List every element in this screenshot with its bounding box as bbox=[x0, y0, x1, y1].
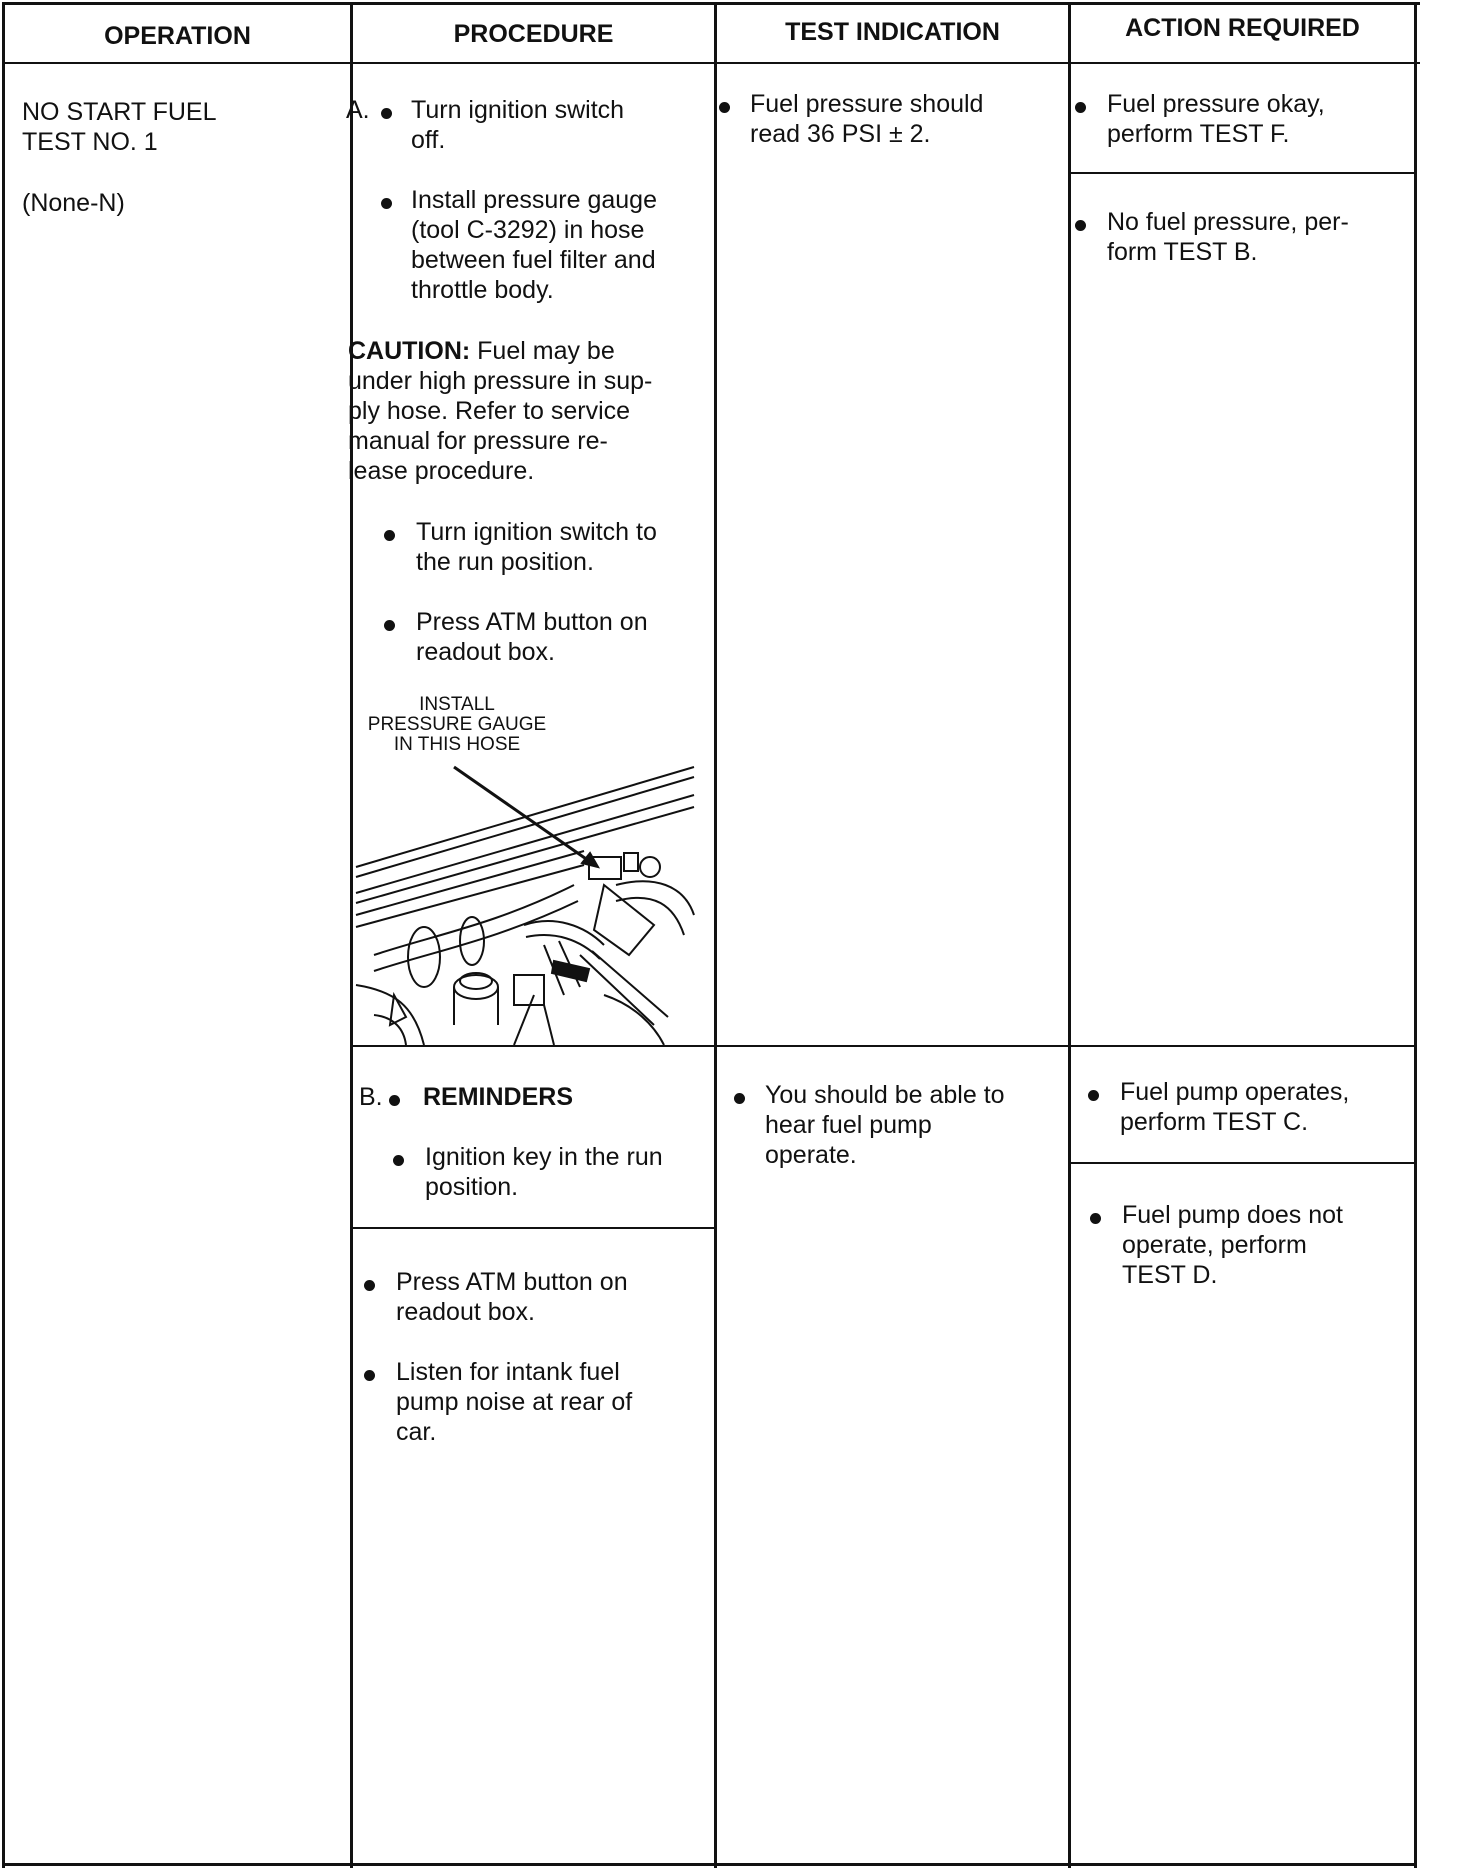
caution-label: CAUTION: bbox=[348, 337, 471, 365]
step-b-item2-line2: pump noise at rear of bbox=[396, 1388, 633, 1416]
step-a-item2-line2: (tool C-3292) in hose bbox=[411, 216, 645, 244]
caution-text: Fuel may be bbox=[470, 337, 615, 365]
step-b-test-line1: You should be able to bbox=[765, 1081, 1005, 1109]
step-b-item2-line3: car. bbox=[396, 1418, 437, 1446]
step-b-reminders-label: REMINDERS bbox=[423, 1083, 574, 1111]
bullet-icon bbox=[364, 1370, 375, 1381]
step-b-reminder-line2: position. bbox=[425, 1173, 519, 1201]
table-border-top bbox=[2, 2, 1420, 5]
col-divider-2 bbox=[714, 2, 717, 1868]
operation-code: (None-N) bbox=[22, 189, 125, 217]
step-a-item3-line1: Turn ignition switch to bbox=[416, 518, 657, 546]
step-a-test-line2: read 36 PSI ± 2. bbox=[750, 120, 931, 148]
bullet-icon bbox=[734, 1093, 745, 1104]
bullet-icon bbox=[719, 102, 730, 113]
step-a-action1-line1: Fuel pressure okay, bbox=[1107, 90, 1325, 118]
caution-line2: under high pressure in sup- bbox=[348, 367, 653, 395]
table-border-right bbox=[1414, 2, 1417, 1868]
reminders-divider bbox=[350, 1227, 717, 1229]
header-divider bbox=[2, 62, 1420, 64]
caution-line4: manual for pressure re- bbox=[348, 427, 608, 455]
row-divider-ab bbox=[350, 1045, 1417, 1047]
caution-line1 bbox=[348, 336, 615, 366]
bullet-icon bbox=[1075, 102, 1086, 113]
step-a-item2-line4: throttle body. bbox=[411, 276, 554, 304]
step-a-item4-line1: Press ATM button on bbox=[416, 608, 648, 636]
step-b-item1-line2: readout box. bbox=[396, 1298, 535, 1326]
step-b-action1-line1: Fuel pump operates, bbox=[1120, 1078, 1350, 1106]
caution-line3: ply hose. Refer to service bbox=[348, 397, 631, 425]
engine-illustration bbox=[354, 755, 700, 1045]
step-b-action1-line2: perform TEST C. bbox=[1120, 1108, 1309, 1136]
step-b-action2-line3: TEST D. bbox=[1122, 1261, 1218, 1289]
operation-title-line2: TEST NO. 1 bbox=[22, 128, 158, 156]
step-a-action2-line1: No fuel pressure, per- bbox=[1107, 208, 1349, 236]
step-b-action2-line1: Fuel pump does not bbox=[1122, 1201, 1343, 1229]
header-test-indication: TEST INDICATION bbox=[785, 18, 1000, 46]
step-a-label: A. bbox=[346, 96, 370, 124]
bullet-icon bbox=[1088, 1090, 1099, 1101]
step-a-item1-line1: Turn ignition switch bbox=[411, 96, 625, 124]
bullet-icon bbox=[1075, 220, 1086, 231]
figure-label-line3: IN THIS HOSE bbox=[393, 734, 521, 755]
step-a-item4-line2: readout box. bbox=[416, 638, 555, 666]
action-a-divider bbox=[1068, 172, 1417, 174]
step-b-test-line3: operate. bbox=[765, 1141, 857, 1169]
bullet-icon bbox=[381, 198, 392, 209]
figure-label-line2: PRESSURE GAUGE bbox=[367, 714, 547, 735]
step-a-item2-line3: between fuel filter and bbox=[411, 246, 656, 274]
bullet-icon bbox=[389, 1095, 400, 1106]
header-procedure: PROCEDURE bbox=[453, 20, 614, 48]
step-b-label: B. bbox=[359, 1083, 383, 1111]
bullet-icon bbox=[384, 530, 395, 541]
bullet-icon bbox=[384, 620, 395, 631]
step-a-item3-line2: the run position. bbox=[416, 548, 594, 576]
header-action-required: ACTION REQUIRED bbox=[1125, 14, 1360, 42]
step-a-action1-line2: perform TEST F. bbox=[1107, 120, 1290, 148]
step-a-item2-line1: Install pressure gauge bbox=[411, 186, 657, 214]
step-b-item2-line1: Listen for intank fuel bbox=[396, 1358, 620, 1386]
step-a-item1-line2: off. bbox=[411, 126, 446, 154]
step-a-test-line1: Fuel pressure should bbox=[750, 90, 984, 118]
col-divider-3 bbox=[1068, 2, 1071, 1868]
step-b-reminder-line1: Ignition key in the run bbox=[425, 1143, 663, 1171]
step-b-test-line2: hear fuel pump bbox=[765, 1111, 932, 1139]
figure-label-line1: INSTALL bbox=[419, 694, 495, 715]
step-b-item1-line1: Press ATM button on bbox=[396, 1268, 628, 1296]
bullet-icon bbox=[1090, 1213, 1101, 1224]
bullet-icon bbox=[364, 1280, 375, 1291]
step-b-action2-line2: operate, perform bbox=[1122, 1231, 1307, 1259]
step-a-action2-line2: form TEST B. bbox=[1107, 238, 1258, 266]
table-border-left bbox=[2, 2, 5, 1868]
action-b-divider bbox=[1068, 1162, 1417, 1164]
bullet-icon bbox=[393, 1155, 404, 1166]
operation-title-line1: NO START FUEL bbox=[22, 98, 217, 126]
header-operation: OPERATION bbox=[104, 22, 251, 50]
col-divider-1 bbox=[350, 2, 353, 1868]
bullet-icon bbox=[381, 108, 392, 119]
caution-line5: lease procedure. bbox=[348, 457, 535, 485]
table-border-bottom bbox=[2, 1863, 1417, 1866]
